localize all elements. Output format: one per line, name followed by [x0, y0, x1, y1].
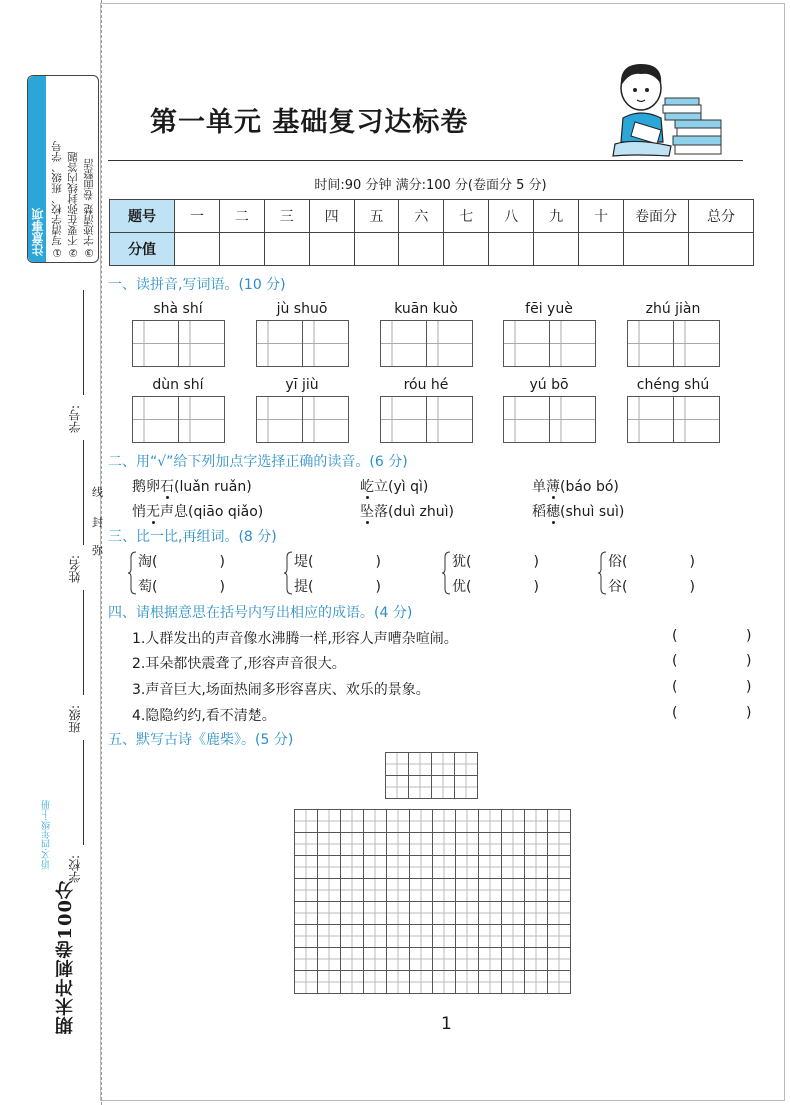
answer-close: ) [746, 679, 752, 695]
writing-cell[interactable] [455, 832, 479, 856]
writing-cell[interactable] [294, 832, 318, 856]
compare-item[interactable]: 犹( ) [452, 554, 539, 570]
writing-grid[interactable] [381, 320, 473, 367]
writing-cell[interactable] [524, 924, 548, 948]
reading-item: 坠落(duì zhuì) [360, 504, 455, 520]
writing-cell[interactable] [524, 855, 548, 879]
section-1-heading: 一、读拼音,写词语。(10 分) [108, 277, 286, 293]
name-line [83, 440, 84, 545]
book-subtitle: 语文·四年级·上册 [42, 800, 52, 869]
reading-item: 悄无声息(qiāo qiǎo) [132, 504, 264, 520]
writing-cell[interactable] [386, 855, 410, 879]
score-cell[interactable] [354, 233, 399, 266]
reading-item: 鹅卵石(luǎn ruǎn) [132, 479, 252, 495]
school-line [83, 740, 84, 845]
reading-item: 单薄(báo bó) [532, 479, 619, 495]
score-cell[interactable] [689, 233, 754, 266]
page-number: 1 [441, 1014, 452, 1034]
writing-cell[interactable] [524, 901, 548, 925]
writing-cell[interactable] [178, 320, 225, 367]
compare-item[interactable]: 淘( ) [138, 554, 225, 570]
writing-cell[interactable] [455, 924, 479, 948]
score-cell[interactable] [175, 233, 220, 266]
writing-cell[interactable] [363, 832, 387, 856]
writing-cell[interactable] [386, 878, 410, 902]
table-header-cell: 八 [489, 200, 534, 233]
writing-cell[interactable] [294, 970, 318, 994]
writing-cell[interactable] [547, 878, 571, 902]
writing-cell[interactable] [340, 878, 364, 902]
answer-open[interactable]: ( [672, 653, 678, 669]
writing-cell[interactable] [478, 855, 502, 879]
writing-cell[interactable] [547, 901, 571, 925]
writing-cell[interactable] [317, 809, 341, 833]
pinyin-label: yī jiù [285, 377, 319, 393]
table-header-cell: 五 [354, 200, 399, 233]
writing-cell[interactable] [478, 970, 502, 994]
score-cell[interactable] [534, 233, 579, 266]
writing-grid[interactable] [628, 320, 720, 367]
writing-cell[interactable] [547, 947, 571, 971]
student-id-label: 学号: [68, 405, 82, 434]
writing-cell[interactable] [363, 878, 387, 902]
section-2-heading: 二、用“√”给下列加点字选择正确的读音。(6 分) [108, 454, 408, 470]
writing-cell[interactable] [627, 320, 674, 367]
book-title: 期末冲刺卷100分 [55, 880, 76, 1035]
idiom-question: 1.人群发出的声音像水沸腾一样,形容人声嘈杂喧闹。 [132, 631, 458, 647]
writing-cell[interactable] [386, 901, 410, 925]
writing-cell[interactable] [478, 809, 502, 833]
writing-cell[interactable] [363, 901, 387, 925]
table-header-cell: 十 [579, 200, 624, 233]
writing-cell[interactable] [317, 901, 341, 925]
writing-cell[interactable] [426, 396, 473, 443]
writing-cell[interactable] [501, 924, 525, 948]
writing-cell[interactable] [294, 809, 318, 833]
writing-cell[interactable] [386, 947, 410, 971]
score-cell[interactable] [309, 233, 354, 266]
pinyin-label: fēi yuè [525, 301, 573, 317]
writing-cell[interactable] [294, 947, 318, 971]
compare-item[interactable]: 堤( ) [294, 554, 381, 570]
answer-close: ) [746, 705, 752, 721]
table-row [110, 200, 754, 233]
writing-cell[interactable] [340, 832, 364, 856]
pinyin-label: zhú jiàn [645, 301, 701, 317]
writing-cell[interactable] [501, 855, 525, 879]
writing-cell[interactable] [380, 320, 427, 367]
table-header-cell: 六 [399, 200, 444, 233]
compare-item[interactable]: 优( ) [452, 579, 539, 595]
writing-cell[interactable] [478, 924, 502, 948]
writing-cell[interactable] [132, 396, 179, 443]
score-cell[interactable] [624, 233, 689, 266]
pinyin-label: róu hé [403, 377, 449, 393]
writing-cell[interactable] [363, 970, 387, 994]
writing-cell[interactable] [302, 320, 349, 367]
section-3-heading: 三、比一比,再组词。(8 分) [108, 529, 277, 545]
writing-cell[interactable] [317, 924, 341, 948]
writing-cell[interactable] [432, 947, 456, 971]
writing-cell[interactable] [501, 832, 525, 856]
writing-cell[interactable] [409, 809, 433, 833]
answer-open[interactable]: ( [672, 705, 678, 721]
table-row-head: 分值 [110, 233, 175, 266]
pinyin-label: kuān kuò [394, 301, 458, 317]
pinyin-label: dùn shí [152, 377, 204, 393]
writing-cell[interactable] [454, 752, 478, 776]
writing-cell[interactable] [432, 970, 456, 994]
writing-cell[interactable] [501, 901, 525, 925]
writing-cell[interactable] [455, 809, 479, 833]
idiom-question: 4.隐隐约约,看不清楚。 [132, 708, 276, 724]
writing-cell[interactable] [547, 970, 571, 994]
brace-icon [128, 551, 138, 595]
writing-cell[interactable] [256, 320, 303, 367]
writing-cell[interactable] [256, 396, 303, 443]
table-header-cell: 三 [264, 200, 309, 233]
writing-cell[interactable] [455, 855, 479, 879]
writing-cell[interactable] [132, 320, 179, 367]
writing-cell[interactable] [385, 775, 409, 799]
section-5-heading: 五、默写古诗《鹿柴》。(5 分) [108, 732, 294, 748]
writing-cell[interactable] [317, 878, 341, 902]
writing-cell[interactable] [454, 775, 478, 799]
writing-cell[interactable] [340, 855, 364, 879]
compare-item[interactable]: 谷( ) [608, 579, 695, 595]
writing-cell[interactable] [409, 832, 433, 856]
writing-cell[interactable] [673, 320, 720, 367]
writing-grid[interactable] [504, 320, 596, 367]
pinyin-label: jù shuō [276, 301, 328, 317]
writing-cell[interactable] [431, 752, 455, 776]
writing-cell[interactable] [340, 970, 364, 994]
writing-cell[interactable] [673, 396, 720, 443]
notice-line: ①写清学校、班级、学号 [51, 141, 63, 258]
writing-cell[interactable] [547, 832, 571, 856]
writing-cell[interactable] [455, 947, 479, 971]
table-header-cell: 四 [309, 200, 354, 233]
writing-cell[interactable] [431, 775, 455, 799]
writing-cell[interactable] [524, 947, 548, 971]
score-table [109, 199, 754, 266]
writing-cell[interactable] [385, 752, 409, 776]
writing-cell[interactable] [547, 924, 571, 948]
writing-cell[interactable] [549, 320, 596, 367]
writing-cell[interactable] [503, 320, 550, 367]
score-cell[interactable] [219, 233, 264, 266]
writing-cell[interactable] [426, 320, 473, 367]
score-cell[interactable] [264, 233, 309, 266]
writing-cell[interactable] [178, 396, 225, 443]
pinyin-label: chéng shú [636, 377, 710, 393]
brace-icon [598, 551, 608, 595]
writing-cell[interactable] [432, 832, 456, 856]
reading-item: 稻穗(shuì suì) [532, 504, 625, 520]
writing-cell[interactable] [478, 832, 502, 856]
writing-cell[interactable] [432, 809, 456, 833]
writing-cell[interactable] [478, 947, 502, 971]
poem-body-grid[interactable] [294, 809, 570, 993]
writing-cell[interactable] [340, 947, 364, 971]
answer-open[interactable]: ( [672, 679, 678, 695]
writing-cell[interactable] [409, 947, 433, 971]
notice-line: ②不要在弥封线内答题 [67, 151, 79, 258]
writing-cell[interactable] [478, 901, 502, 925]
compare-item[interactable]: 提( ) [294, 579, 381, 595]
writing-cell[interactable] [501, 878, 525, 902]
writing-cell[interactable] [363, 809, 387, 833]
writing-grid[interactable] [257, 396, 349, 443]
writing-cell[interactable] [432, 901, 456, 925]
title-divider [108, 160, 743, 161]
boy-reading-icon [605, 58, 725, 160]
writing-grid[interactable] [133, 396, 225, 443]
writing-cell[interactable] [386, 832, 410, 856]
writing-grid[interactable] [257, 320, 349, 367]
writing-cell[interactable] [409, 970, 433, 994]
writing-cell[interactable] [340, 901, 364, 925]
writing-cell[interactable] [501, 809, 525, 833]
name-label: 姓名: [68, 555, 82, 584]
section-4-heading: 四、请根据意思在括号内写出相应的成语。(4 分) [108, 605, 413, 621]
score-cell[interactable] [579, 233, 624, 266]
student-id-line [83, 290, 84, 395]
writing-cell[interactable] [455, 970, 479, 994]
score-cell[interactable] [444, 233, 489, 266]
pinyin-label: yú bō [529, 377, 569, 393]
writing-cell[interactable] [386, 970, 410, 994]
answer-open[interactable]: ( [672, 628, 678, 644]
writing-cell[interactable] [340, 924, 364, 948]
writing-cell[interactable] [317, 970, 341, 994]
writing-cell[interactable] [386, 924, 410, 948]
writing-cell[interactable] [455, 878, 479, 902]
reading-item: 屹立(yì qì) [360, 479, 429, 495]
table-header-cell: 二 [219, 200, 264, 233]
exam-info: 时间:90 分钟 满分:100 分(卷面分 5 分) [314, 178, 547, 193]
seal-char: 弥 [92, 544, 103, 557]
answer-close: ) [746, 653, 752, 669]
writing-cell[interactable] [409, 924, 433, 948]
writing-cell[interactable] [432, 855, 456, 879]
school-label: 学校: [68, 855, 82, 884]
table-header-cell: 九 [534, 200, 579, 233]
writing-cell[interactable] [503, 396, 550, 443]
writing-cell[interactable] [317, 947, 341, 971]
table-row [110, 233, 754, 266]
writing-cell[interactable] [409, 878, 433, 902]
writing-cell[interactable] [409, 855, 433, 879]
class-label: 班级: [68, 705, 82, 734]
writing-cell[interactable] [340, 809, 364, 833]
writing-cell[interactable] [363, 947, 387, 971]
seal-char: 封 [92, 516, 103, 529]
table-header-cell: 七 [444, 200, 489, 233]
writing-cell[interactable] [478, 878, 502, 902]
pinyin-label: shà shí [153, 301, 203, 317]
writing-cell[interactable] [317, 832, 341, 856]
idiom-question: 3.声音巨大,场面热闹多形容喜庆、欢乐的景象。 [132, 682, 430, 698]
writing-cell[interactable] [302, 396, 349, 443]
writing-cell[interactable] [386, 809, 410, 833]
writing-cell[interactable] [294, 878, 318, 902]
writing-cell[interactable] [363, 924, 387, 948]
writing-cell[interactable] [547, 855, 571, 879]
writing-cell[interactable] [524, 878, 548, 902]
score-cell[interactable] [489, 233, 534, 266]
seal-char: 线 [92, 486, 103, 499]
writing-grid[interactable] [628, 396, 720, 443]
writing-cell[interactable] [547, 809, 571, 833]
page-title: 第一单元 基础复习达标卷 [150, 107, 469, 138]
writing-cell[interactable] [501, 970, 525, 994]
writing-cell[interactable] [501, 947, 525, 971]
table-header-cell: 一 [175, 200, 220, 233]
writing-cell[interactable] [294, 924, 318, 948]
writing-cell[interactable] [549, 396, 596, 443]
answer-close: ) [746, 628, 752, 644]
writing-cell[interactable] [317, 855, 341, 879]
writing-cell[interactable] [455, 901, 479, 925]
writing-grid[interactable] [381, 396, 473, 443]
table-header-cell: 卷面分 [624, 200, 689, 233]
writing-cell[interactable] [432, 878, 456, 902]
writing-grid[interactable] [133, 320, 225, 367]
writing-cell[interactable] [409, 901, 433, 925]
writing-cell[interactable] [408, 752, 432, 776]
brace-icon [284, 551, 294, 595]
writing-cell[interactable] [363, 855, 387, 879]
writing-cell[interactable] [524, 809, 548, 833]
score-cell[interactable] [399, 233, 444, 266]
writing-cell[interactable] [524, 970, 548, 994]
compare-item[interactable]: 俗( ) [608, 554, 695, 570]
brace-icon [442, 551, 452, 595]
writing-cell[interactable] [408, 775, 432, 799]
writing-grid[interactable] [504, 396, 596, 443]
writing-cell[interactable] [432, 924, 456, 948]
idiom-question: 2.耳朵都快震聋了,形容声音很大。 [132, 656, 346, 672]
notice-box [27, 75, 99, 263]
writing-cell[interactable] [627, 396, 674, 443]
writing-cell[interactable] [380, 396, 427, 443]
writing-cell[interactable] [294, 855, 318, 879]
writing-cell[interactable] [294, 901, 318, 925]
notice-header [28, 76, 46, 262]
poem-title-grid[interactable] [385, 752, 477, 798]
table-header-cell: 总分 [689, 200, 754, 233]
writing-cell[interactable] [524, 832, 548, 856]
notice-line: ③字迹清楚 卷面整洁 [83, 158, 95, 258]
notice-title: 注意事项 [31, 208, 45, 256]
table-row-head: 题号 [110, 200, 175, 233]
compare-item[interactable]: 萄( ) [138, 579, 225, 595]
class-line [83, 590, 84, 695]
